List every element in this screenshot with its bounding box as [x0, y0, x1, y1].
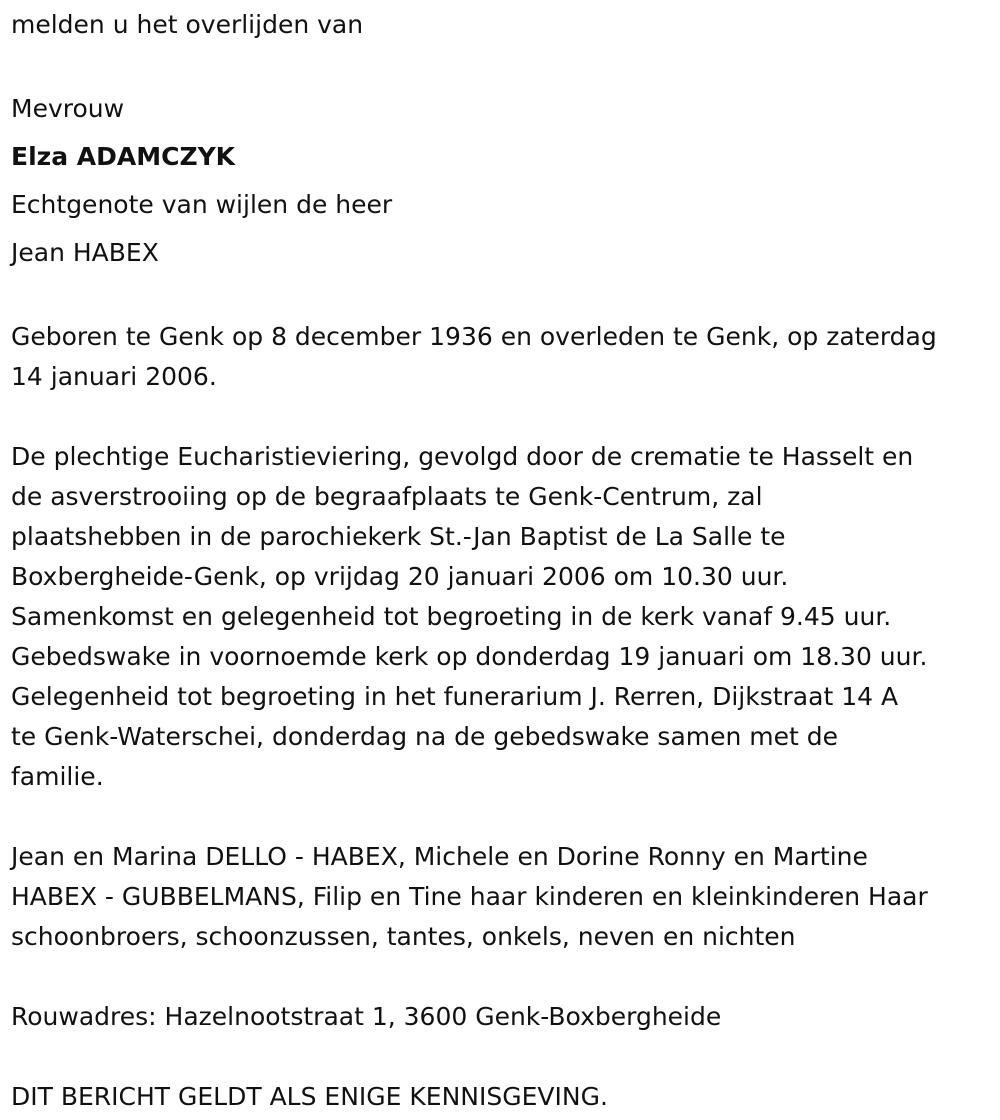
paragraph-gap: [11, 1037, 988, 1077]
ceremony-line: te Genk-Waterschei, donderdag na de gebedswake samen met de: [11, 722, 839, 751]
ceremony-line: Samenkomst en gelegenheid tot begroeting in de kerk vanaf 9.45 uur.: [11, 602, 892, 631]
paragraph-gap: [11, 397, 988, 437]
spouse-name: Jean HABEX: [11, 238, 159, 267]
closing-statement: DIT BERICHT GELDT ALS ENIGE KENNISGEVING.: [11, 1082, 608, 1111]
family-line: Jean en Marina DELLO - HABEX, Michele en Dorine Ronny en Martine: [11, 842, 868, 871]
ceremony-paragraph: [11, 437, 988, 797]
deceased-name-text: Elza ADAMCZYK: [11, 142, 236, 171]
family-paragraph: [11, 837, 988, 957]
birth-death-line: 14 januari 2006.: [11, 362, 217, 391]
intro-text: melden u het overlijden van: [11, 10, 364, 39]
birth-death-paragraph: [11, 317, 988, 397]
ceremony-line: Boxbergheide-Genk, op vrijdag 20 januari 2006 om 10.30 uur.: [11, 562, 789, 591]
paragraph-gap: [11, 277, 988, 317]
salutation: Mevrouw: [11, 94, 125, 123]
ceremony-line: plaatshebben in de parochiekerk St.-Jan Baptist de La Salle te: [11, 522, 786, 551]
mourning-address: Rouwadres: Hazelnootstraat 1, 3600 Genk-Boxbergheide: [11, 1002, 722, 1031]
ceremony-line: familie.: [11, 762, 104, 791]
birth-death-line: Geboren te Genk op 8 december 1936 en overleden te Genk, op zaterdag: [11, 322, 937, 351]
ceremony-line: Gebedswake in voornoemde kerk op donderdag 19 januari om 18.30 uur.: [11, 642, 928, 671]
ceremony-line: Gelegenheid tot begroeting in het funerarium J. Rerren, Dijkstraat 14 A: [11, 682, 899, 711]
deceased-name: [11, 133, 988, 181]
paragraph-gap: [11, 797, 988, 837]
paragraph-gap: [11, 957, 988, 997]
ceremony-line: De plechtige Eucharistieviering, gevolgd door de crematie te Hasselt en: [11, 442, 914, 471]
ceremony-line: de asverstrooiing op de begraafplaats te Genk-Centrum, zal: [11, 482, 763, 511]
family-line: HABEX - GUBBELMANS, Filip en Tine haar kinderen en kleinkinderen Haar: [11, 882, 928, 911]
family-line: schoonbroers, schoonzussen, tantes, onkels, neven en nichten: [11, 922, 796, 951]
spouse-relation: Echtgenote van wijlen de heer: [11, 190, 393, 219]
paragraph-gap: [11, 45, 988, 85]
